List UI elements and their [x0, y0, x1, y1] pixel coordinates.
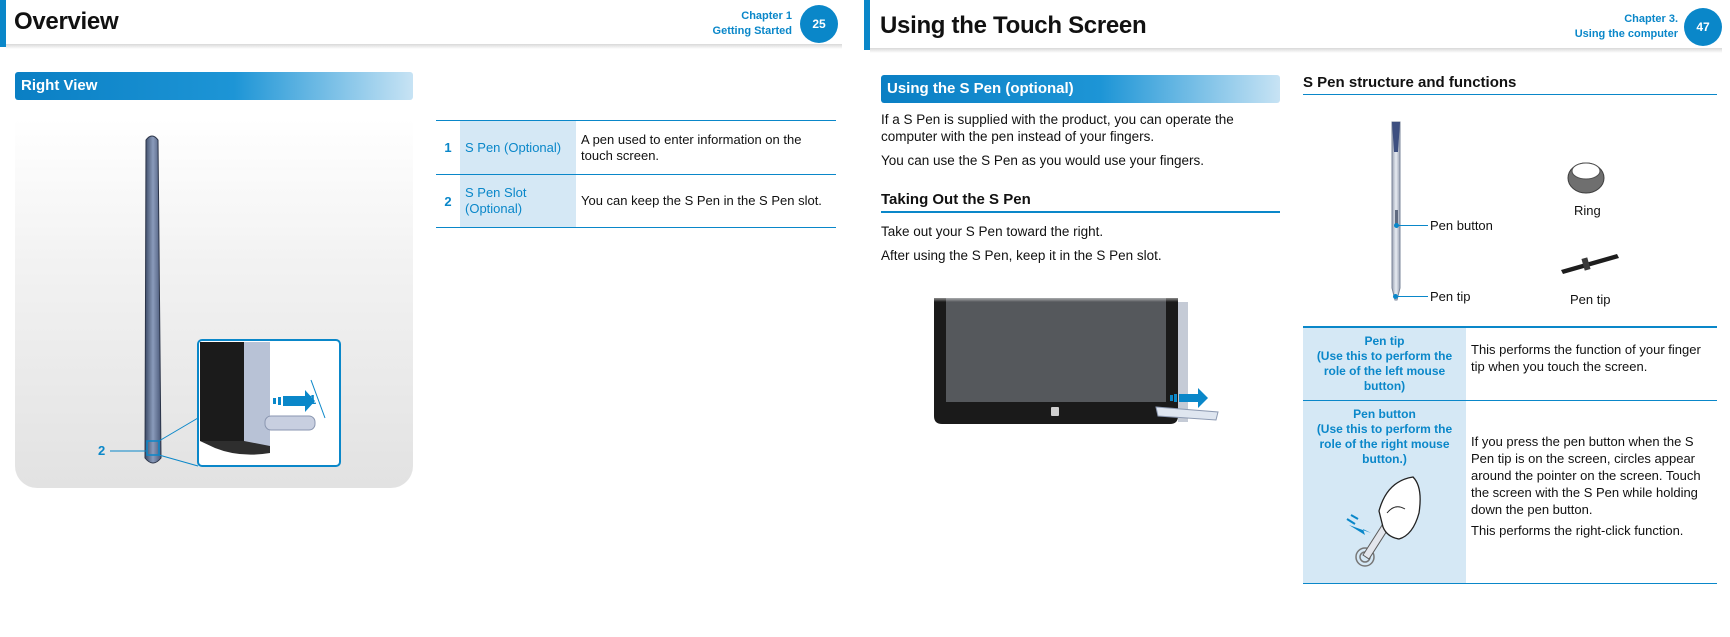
function-name: Pen button [1353, 407, 1416, 421]
intro-paragraph: If a S Pen is supplied with the product, you can operate the computer with the pen instead of your fingers. [881, 112, 1234, 144]
parts-table [436, 120, 836, 228]
section-title: Right View [15, 72, 413, 100]
part-number: 1 [436, 121, 460, 175]
part-description: A pen used to enter information on the touch screen. [576, 121, 836, 175]
function-name-cell [1303, 327, 1466, 401]
pen-button-label: Pen button [1430, 218, 1493, 233]
callout-2: 2 [98, 443, 106, 458]
callout-1: 1 [309, 392, 317, 407]
tablet-side-illustration [15, 118, 413, 488]
instruction-line: After using the S Pen, keep it in the S Pen slot. [881, 248, 1162, 263]
table-row [1303, 327, 1717, 401]
header-rule [870, 48, 1722, 53]
function-description: This performs the function of your finger tip when you touch the screen. [1471, 342, 1701, 374]
section-title: Using the S Pen (optional) [881, 75, 1280, 103]
page-title: Using the Touch Screen [880, 12, 1147, 39]
s-pen-illustration [1384, 118, 1424, 304]
ring-label: Ring [1574, 203, 1601, 218]
tablet-pen-illustration [930, 294, 1220, 434]
chapter-number: Chapter 1 [741, 10, 792, 22]
pen-click-illustration [1343, 473, 1427, 573]
function-description: If you press the pen button when the S Pen tip is on the screen, circles appear around the pointer on the screen. Touch the screen with the S Pen while holding down the pen button. [1471, 434, 1701, 517]
left-page [0, 0, 850, 637]
ring-icon [1564, 158, 1608, 198]
function-description-cell [1466, 401, 1717, 584]
instruction-line: Take out your S Pen toward the right. [881, 224, 1104, 239]
table-row [1303, 401, 1717, 584]
pen-tip-leader [1397, 296, 1428, 297]
function-description-cell [1466, 327, 1717, 401]
function-description: This performs the right-click function. [1471, 523, 1684, 538]
structure-heading: S Pen structure and functions [1303, 74, 1517, 91]
part-name: S Pen (Optional) [460, 121, 576, 175]
spare-tip-icon [1559, 248, 1623, 278]
header-accent-bar [864, 0, 870, 50]
function-note: (Use this to perform the role of the right mouse button.) [1316, 422, 1453, 466]
taking-out-heading: Taking Out the S Pen [881, 191, 1031, 208]
page-number-badge: 25 [800, 5, 838, 43]
part-number: 2 [436, 175, 460, 228]
chapter-label [1575, 12, 1678, 42]
page-title: Overview [14, 8, 119, 35]
function-name: Pen tip [1364, 334, 1405, 348]
page-header [864, 0, 1730, 48]
intro-paragraph: You can use the S Pen as you would use your fingers. [881, 153, 1204, 168]
function-name-cell [1303, 401, 1466, 584]
chapter-name: Getting Started [712, 25, 792, 37]
function-note: (Use this to perform the role of the left mouse button) [1316, 349, 1453, 393]
part-name: S Pen Slot (Optional) [460, 175, 576, 228]
table-row [436, 121, 836, 175]
right-view-photo [15, 118, 413, 488]
chapter-number: Chapter 3. [1624, 13, 1678, 25]
page-number-badge: 47 [1684, 8, 1722, 46]
chapter-label [713, 9, 792, 39]
chapter-name: Using the computer [1574, 28, 1678, 40]
heading-rule [881, 211, 1280, 213]
header-accent-bar [0, 0, 6, 47]
spare-tip-label: Pen tip [1570, 292, 1611, 307]
heading-rule [1303, 94, 1717, 95]
functions-table [1303, 326, 1717, 584]
table-row [436, 175, 836, 228]
header-rule [6, 44, 842, 49]
pen-button-leader [1398, 225, 1428, 226]
part-description: You can keep the S Pen in the S Pen slot. [576, 175, 836, 228]
page-header [0, 0, 850, 48]
right-page [864, 0, 1730, 637]
pen-tip-label: Pen tip [1430, 289, 1471, 304]
